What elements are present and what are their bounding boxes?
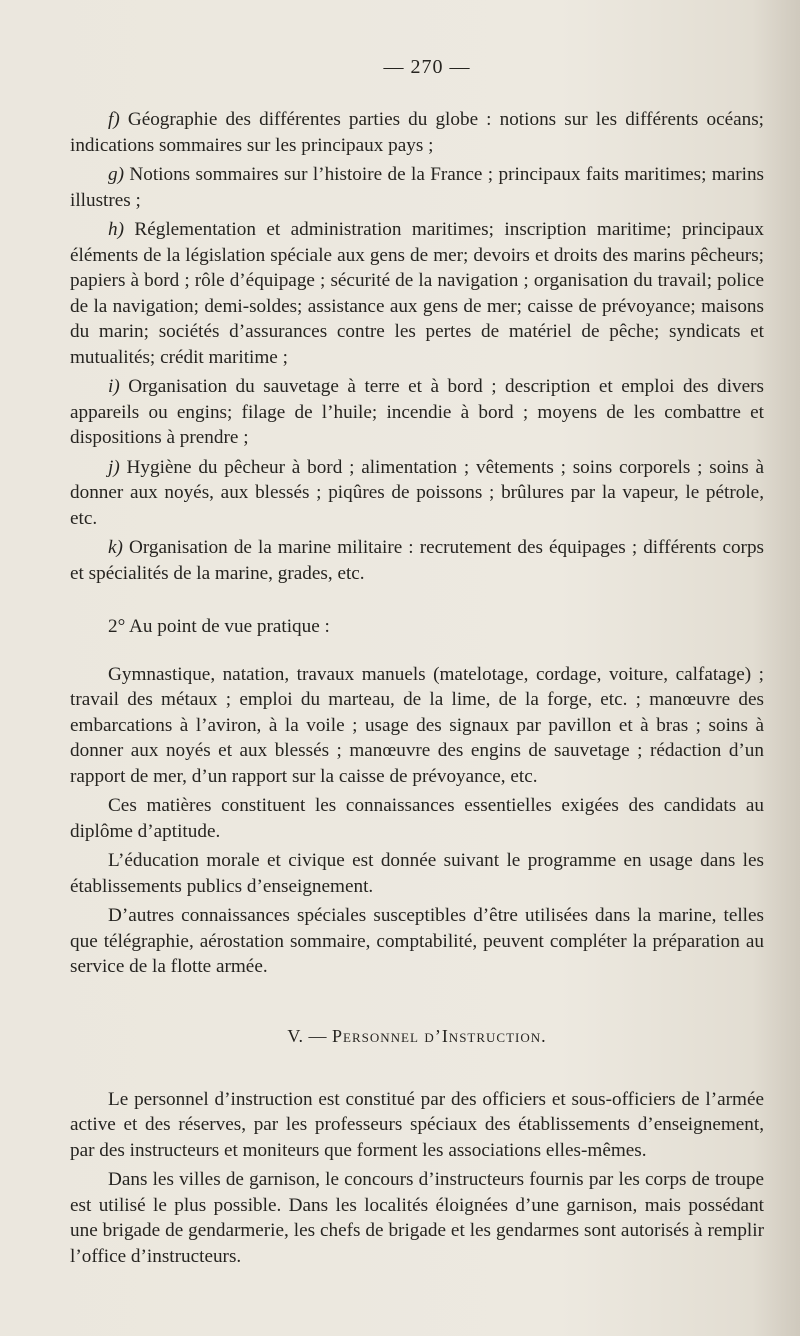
- list-item-i: [70, 374, 764, 451]
- list-item-k: [70, 535, 764, 586]
- section-title: Personnel d’Instruction.: [332, 1025, 547, 1046]
- item-label: k): [108, 537, 123, 558]
- practical-paragraph: Ces matières constituent les connaissances essentielles exigées des candidats au diplôme d’aptitude.: [70, 795, 764, 842]
- page-number: — 270 —: [383, 56, 471, 78]
- list-item-j: [70, 455, 764, 532]
- section-paragraph: Le personnel d’instruction est constitué par des officiers et sous-officiers de l’armée active et des réserves, par les professeurs spéciaux des établissements d’enseignement, par des instructeurs et moniteurs que forment les associations elles-mêmes.: [70, 1088, 764, 1161]
- item-text: Organisation du sauvetage à terre et à bord ; description et emploi des divers appareils ou engins; filage de l’huile; incendie à bord ; moyens de les combattre et dispositions à prendre ;: [70, 376, 764, 448]
- section-heading: [70, 1026, 764, 1047]
- practical-paragraph: L’éducation morale et civique est donnée suivant le programme en usage dans les établissements publics d’enseignement.: [70, 850, 764, 897]
- item-text: Hygiène du pêcheur à bord ; alimentation ; vêtements ; soins corporels ; soins à donner aux noyés, aux blessés ; piqûres de poissons ; brûlures par la vapeur, le pétrole, etc.: [70, 456, 765, 529]
- list-item-g: [70, 162, 764, 213]
- item-label: j): [108, 456, 120, 478]
- point-2-heading: 2° Au point de vue pratique :: [108, 616, 330, 637]
- item-label: g): [108, 164, 124, 185]
- item-label: f): [108, 109, 120, 130]
- list-item-f: [70, 107, 764, 158]
- item-text: Organisation de la marine militaire : recrutement des équipages ; différents corps et spécialités de la marine, grades, etc.: [70, 537, 765, 584]
- section-paragraph: Dans les villes de garnison, le concours d’instructeurs fournis par les corps de troupe est utilisé le plus possible. Dans les localités éloignées d’une garnison, mais possédant une brigade de gendarmerie, les chefs de brigade et les gendarmes sont autorisés à remplir l’office d’instructeurs.: [70, 1169, 764, 1267]
- item-text: Réglementation et administration maritimes; inscription maritime; principaux éléments de la législation spéciale aux gens de mer; devoirs et droits des marins pêcheurs; papiers à bord ; rôle d’équipage ; sécurité de la navigation ; organisation du travail; police de la navigation; demi-soldes; assistance aux gens de mer; caisse de prévoyance; maisons du marin; sociétés d’assurances contre les pertes de matériel de pêche; syndicats et mutualités; crédit maritime ;: [70, 219, 764, 368]
- item-label: h): [108, 219, 124, 240]
- item-text: Notions sommaires sur l’histoire de la France ; principaux faits maritimes; marins illustres ;: [70, 164, 764, 211]
- section-number: V. —: [287, 1025, 328, 1046]
- list-item-h: [70, 217, 764, 370]
- item-text: Géographie des différentes parties du globe : notions sur les différents océans; indications sommaires sur les principaux pays ;: [70, 109, 765, 156]
- item-label: i): [108, 376, 120, 397]
- practical-paragraph: Gymnastique, natation, travaux manuels (matelotage, cordage, voiture, calfatage) ; travail des métaux ; emploi du marteau, de la lime, de la forge, etc. ; manœuvre des embarcations à l’aviron, à la voile ; usage des signaux par pavillon et à bras ; soins à donner aux noyés et aux blessés ; manœuvre des engins de sauvetage ; rédaction d’un rapport de mer, d’un rapport sur la caisse de prévoyance, etc.: [70, 663, 764, 787]
- practical-paragraph: D’autres connaissances spéciales susceptibles d’être utilisées dans la marine, telles que télégraphie, aérostation sommaire, comptabilité, peuvent compléter la préparation au service de la flotte armée.: [70, 905, 764, 977]
